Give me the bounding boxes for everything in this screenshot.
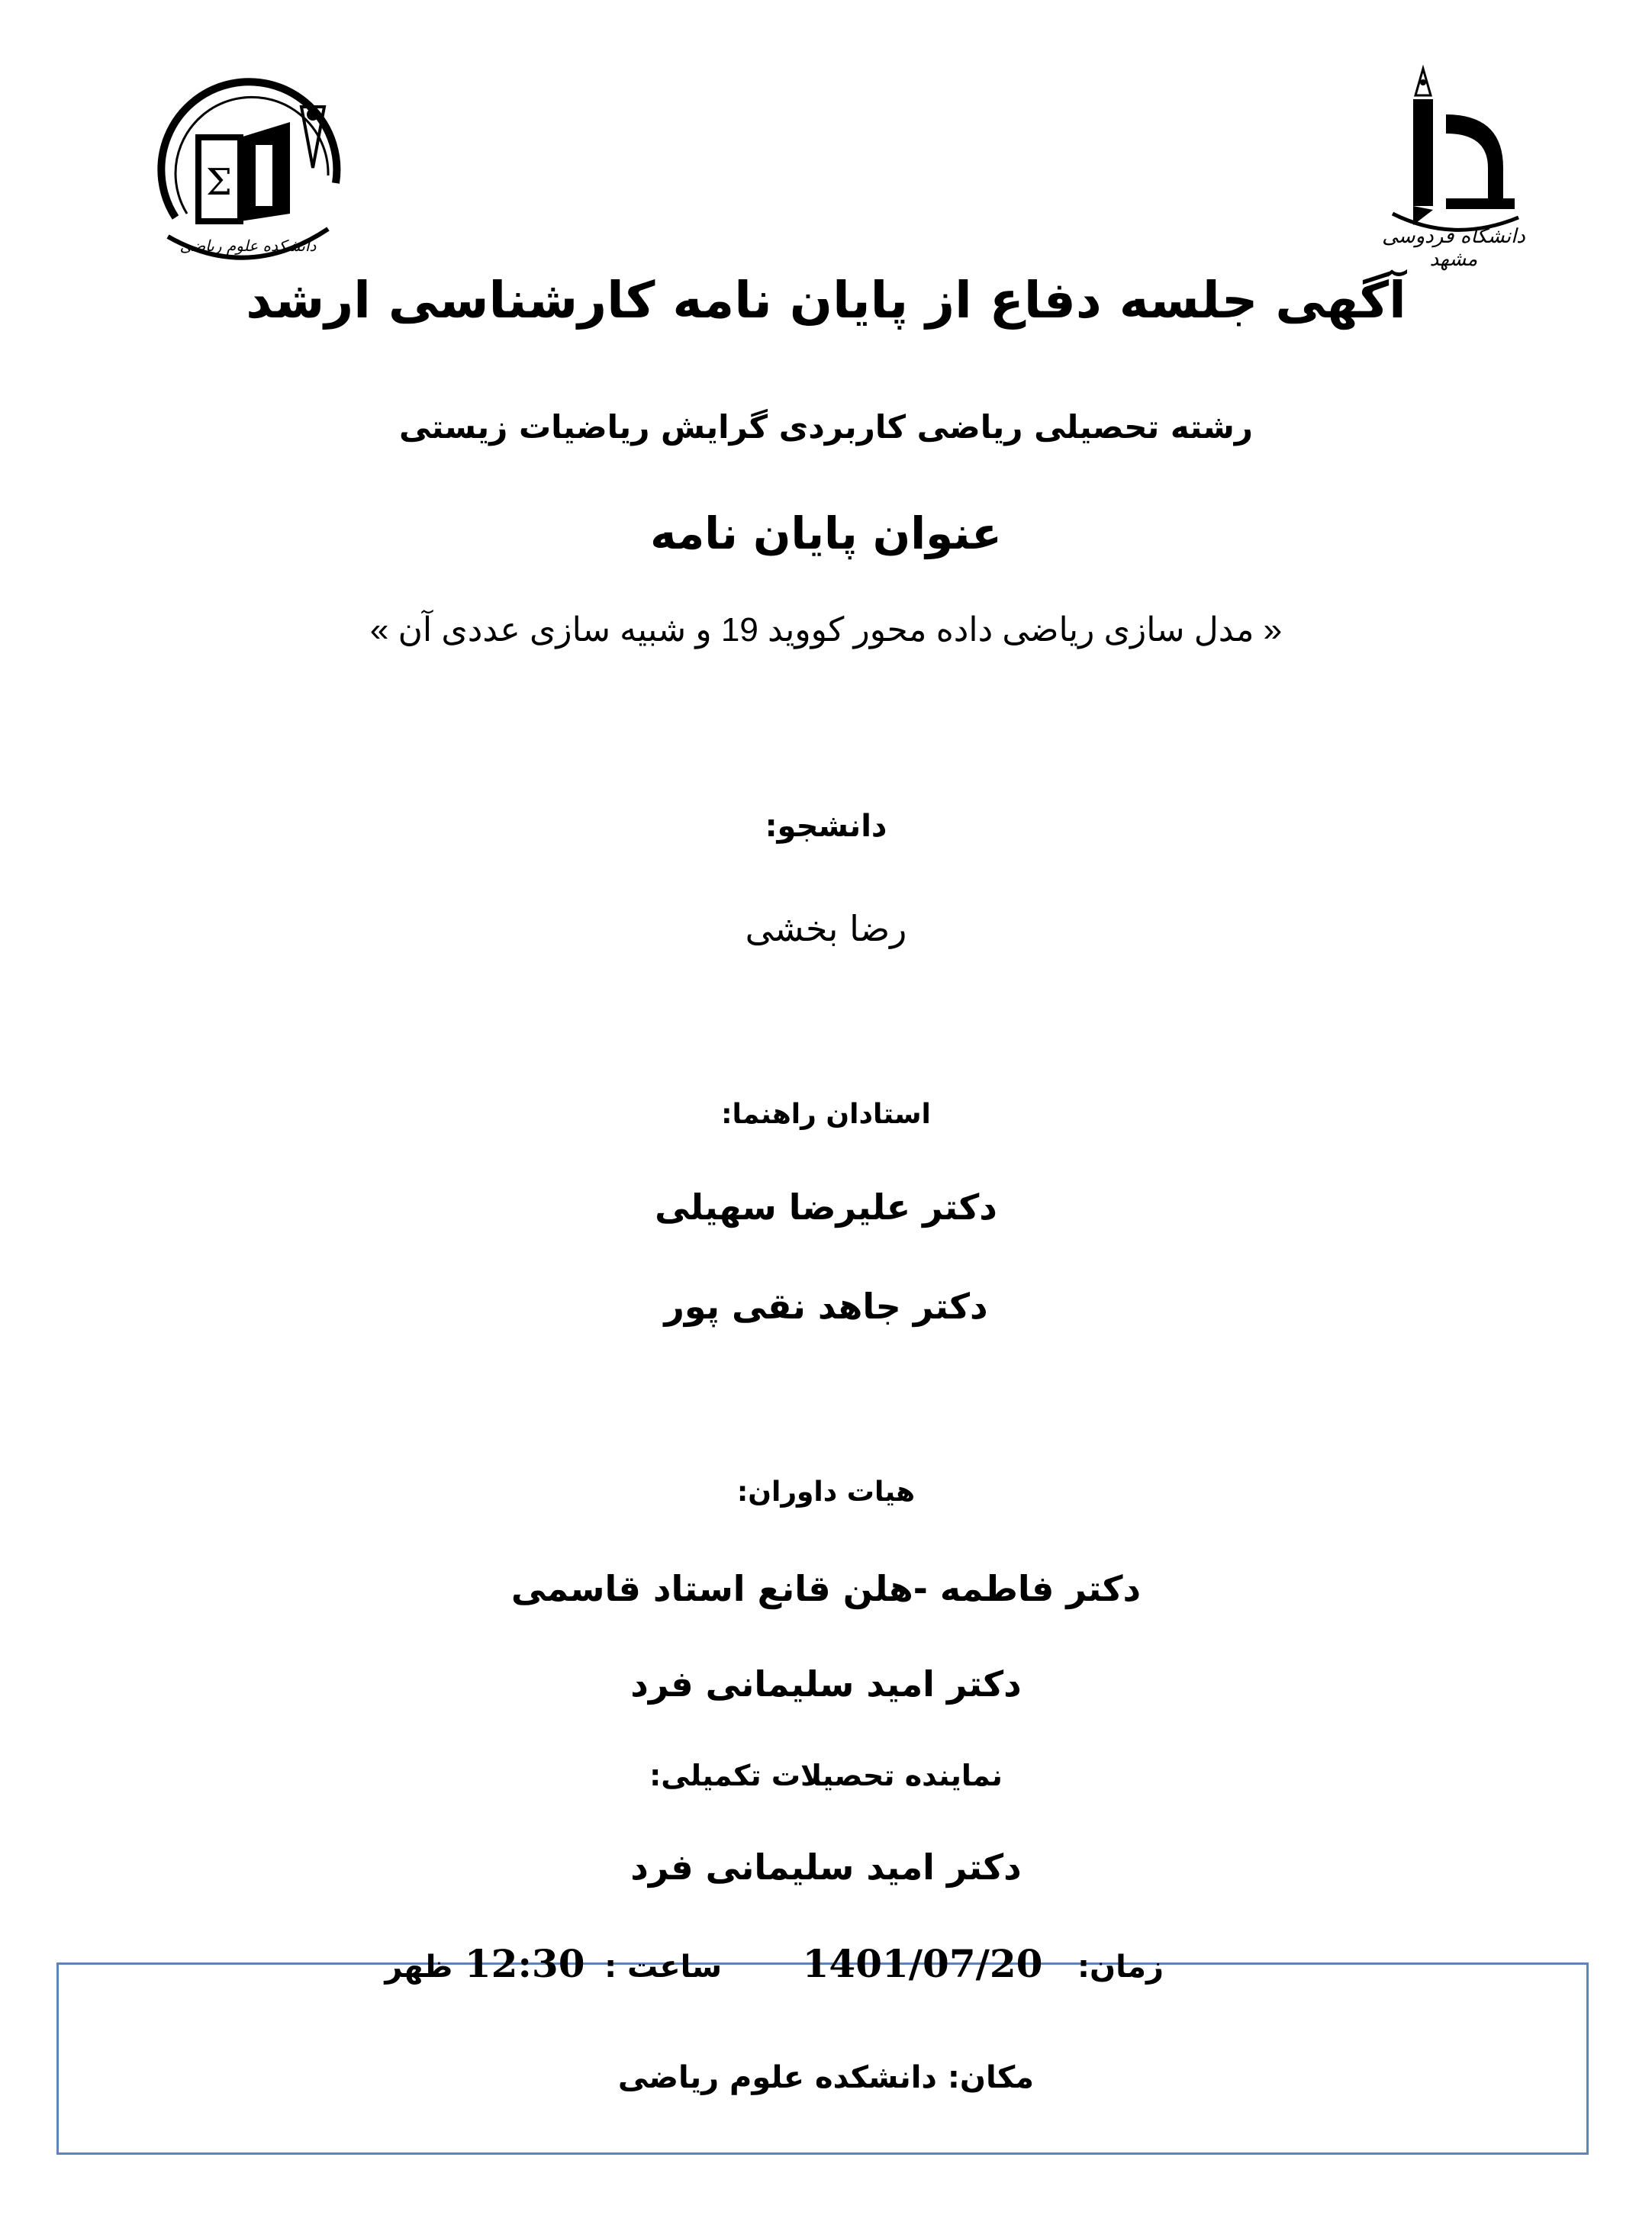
- university-logo-caption: دانشگاه فردوسی مشهد: [1382, 225, 1525, 271]
- referee-name-1: دکتر فاطمه -هلن قانع استاد قاسمی: [510, 1568, 1142, 1609]
- notice-title: آگهی جلسه دفاع از پایان نامه کارشناسی ارشد: [246, 271, 1406, 330]
- faculty-logo-caption: دانشکده علوم ریاضی: [179, 237, 317, 255]
- referees-label: هیات داوران:: [736, 1476, 916, 1508]
- faculty-logo: [145, 61, 351, 282]
- noon-label: ظهر: [385, 1950, 453, 1985]
- thesis-title: « مدل سازی ریاضی داده محور کووید 19 و شبیه سازی عددی آن »: [369, 611, 1283, 649]
- thesis-title-label: عنوان پایان نامه: [650, 507, 1002, 559]
- student-name: رضا بخشی: [745, 908, 907, 949]
- hour-label: ساعت :: [604, 1950, 723, 1985]
- defense-date: 1401/07/20: [802, 1941, 1043, 1986]
- schedule-time-row: [385, 1941, 1164, 1986]
- student-label: دانشجو:: [765, 809, 887, 844]
- field-of-study: رشته تحصیلی ریاضی کاربردی گرایش ریاضیات زیستی: [399, 408, 1253, 446]
- supervisor-name-1: دکتر علیرضا سهیلی: [655, 1186, 997, 1228]
- defense-place: مکان: دانشکده علوم ریاضی: [617, 2060, 1035, 2095]
- referee-name-2: دکتر امید سلیمانی فرد: [630, 1663, 1022, 1705]
- supervisors-label: استادان راهنما:: [721, 1099, 931, 1130]
- graduate-rep-label: نماینده تحصیلات تکمیلی:: [649, 1759, 1003, 1792]
- schedule-box: [56, 1962, 1589, 2155]
- ferdowsi-university-logo-icon: [1373, 61, 1534, 237]
- svg-text:Σ: Σ: [206, 161, 232, 204]
- defense-hour: 12:30: [464, 1941, 585, 1986]
- supervisor-name-2: دکتر جاهد نقی پور: [664, 1286, 988, 1327]
- university-logo: [1373, 61, 1534, 271]
- graduate-rep-name: دکتر امید سلیمانی فرد: [630, 1846, 1022, 1888]
- time-label: زمان:: [1077, 1950, 1164, 1985]
